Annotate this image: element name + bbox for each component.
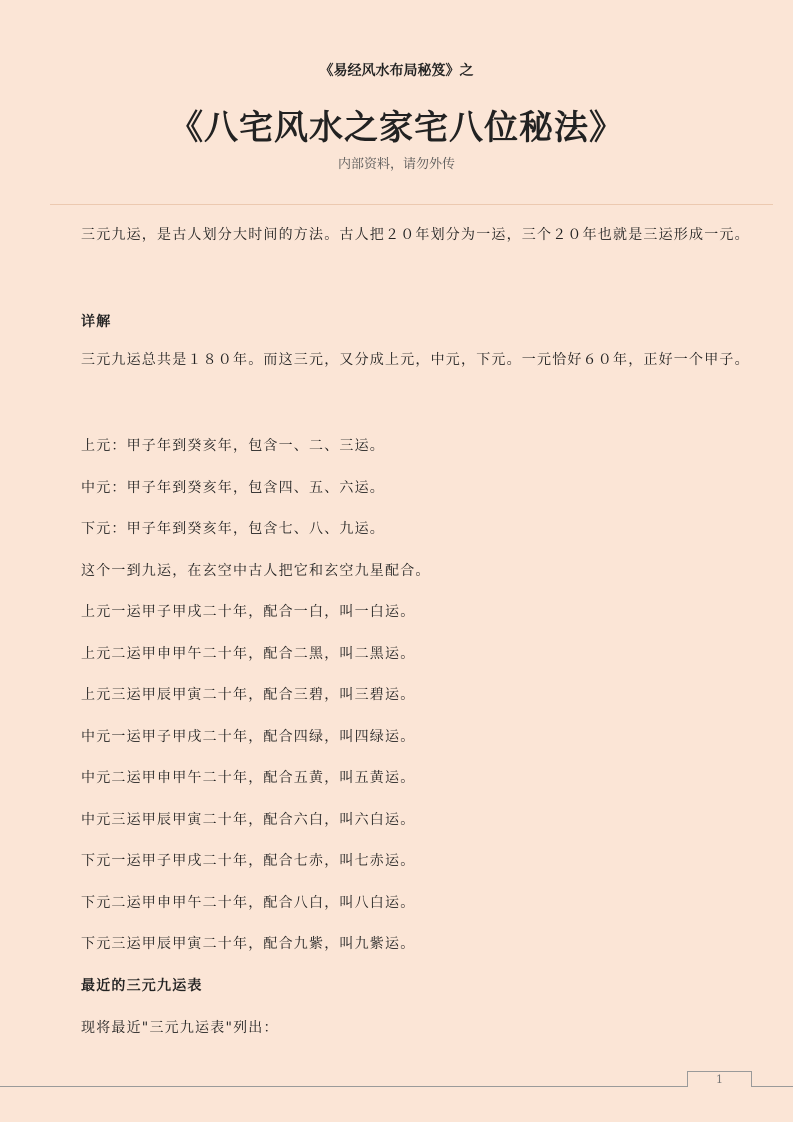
header-divider (50, 204, 773, 205)
detail-paragraph: 三元九运总共是１８０年。而这三元，又分成上元，中元，下元。一元恰好６０年，正好一个甲子。 (81, 352, 750, 368)
yuan-line: 中元：甲子年到癸亥年，包含四、五、六运。 (81, 480, 385, 496)
closing-paragraph: 现将最近"三元九运表"列出： (81, 1020, 279, 1036)
document-main-title: 《八宅风水之家宅八位秘法》 (169, 108, 624, 148)
yuan-line: 上元：甲子年到癸亥年，包含一、二、三运。 (81, 438, 385, 454)
document-series-title: 《易经风水布局秘笈》之 (319, 63, 474, 79)
yuan-line: 下元：甲子年到癸亥年，包含七、八、九运。 (81, 521, 385, 537)
yun-line: 下元三运甲辰甲寅二十年，配合九紫，叫九紫运。 (81, 936, 416, 952)
table-heading: 最近的三元九运表 (81, 978, 203, 994)
yun-line: 中元一运甲子甲戌二十年，配合四绿，叫四绿运。 (81, 729, 416, 745)
yun-line: 下元二运甲申甲午二十年，配合八白，叫八白运。 (81, 895, 416, 911)
detail-heading: 详解 (81, 314, 112, 330)
footer-divider (0, 1086, 793, 1087)
transition-paragraph: 这个一到九运，在玄空中古人把它和玄空九星配合。 (81, 563, 431, 579)
page-number: 1 (687, 1071, 752, 1087)
yun-line: 下元一运甲子甲戌二十年，配合七赤，叫七赤运。 (81, 853, 416, 869)
yun-line: 上元二运甲申甲午二十年，配合二黑，叫二黑运。 (81, 646, 416, 662)
document-subtitle: 内部资料，请勿外传 (337, 157, 455, 172)
intro-paragraph: 三元九运，是古人划分大时间的方法。古人把２０年划分为一运，三个２０年也就是三运形成一元。 (81, 227, 750, 243)
yun-line: 中元三运甲辰甲寅二十年，配合六白，叫六白运。 (81, 812, 416, 828)
yun-line: 上元一运甲子甲戌二十年，配合一白，叫一白运。 (81, 604, 416, 620)
yun-line: 中元二运甲申甲午二十年，配合五黄，叫五黄运。 (81, 770, 416, 786)
yun-line: 上元三运甲辰甲寅二十年，配合三碧，叫三碧运。 (81, 687, 416, 703)
